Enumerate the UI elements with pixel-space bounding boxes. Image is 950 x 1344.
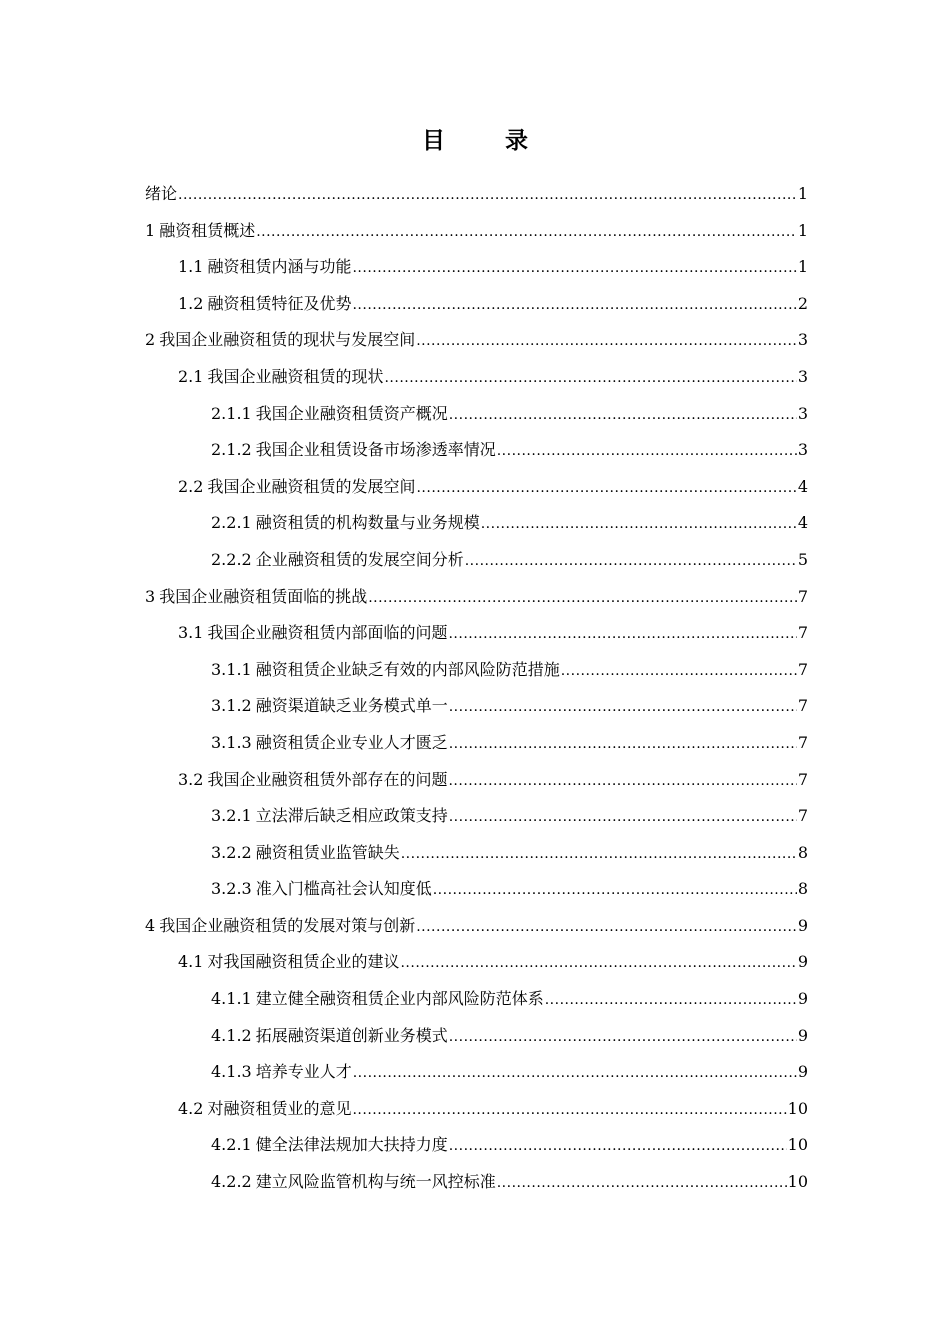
- toc-dot-leader: [416, 909, 797, 946]
- toc-page-number: 1: [797, 220, 808, 240]
- toc-page-number: 9: [797, 952, 808, 972]
- toc-page-number: 7: [797, 586, 808, 606]
- toc-dot-leader: [449, 689, 797, 726]
- toc-entry-title: 融资租赁概述: [159, 220, 256, 240]
- toc-entry[interactable]: [145, 908, 808, 945]
- toc-page-number: 1: [797, 257, 808, 277]
- toc-page-number: 4: [797, 476, 808, 496]
- toc-entry-number: 1.1: [178, 257, 204, 277]
- toc-dot-leader: [449, 799, 797, 836]
- toc-entry[interactable]: [145, 981, 808, 1018]
- toc-entry[interactable]: [145, 432, 808, 469]
- toc-entry[interactable]: [145, 688, 808, 725]
- toc-entry-title: 融资租赁企业专业人才匮乏: [255, 732, 448, 752]
- toc-entry-title: 融资租赁企业缺乏有效的内部风险防范措施: [255, 659, 560, 679]
- toc-dot-leader: [433, 872, 797, 909]
- toc-dot-leader: [449, 726, 797, 763]
- toc-entry-number: 1: [145, 220, 156, 240]
- toc-entry-number: 4.2.1: [211, 1135, 252, 1155]
- toc-page-number: 3: [797, 403, 808, 423]
- toc-title: 目 录: [421, 128, 554, 154]
- toc-entry[interactable]: [145, 1127, 808, 1164]
- toc-page-number: 2: [797, 293, 808, 313]
- toc-page-number: 10: [787, 1172, 808, 1192]
- toc-entry-title: 我国企业融资租赁面临的挑战: [159, 586, 368, 606]
- toc-entry-number: 2.2.1: [211, 513, 252, 533]
- toc-entry-number: 2.1.1: [211, 403, 252, 423]
- toc-entry[interactable]: [145, 396, 808, 433]
- toc-dot-leader: [481, 506, 797, 543]
- toc-entry-number: 3.2: [178, 769, 204, 789]
- toc-dot-leader: [497, 1165, 787, 1202]
- toc-entry-number: 4.2: [178, 1098, 204, 1118]
- toc-entry[interactable]: [145, 542, 808, 579]
- toc-entry[interactable]: [145, 249, 808, 286]
- toc-entry-number: 3.2.2: [211, 842, 252, 862]
- toc-entry-title: 健全法律法规加大扶持力度: [255, 1135, 448, 1155]
- toc-entry-title: 立法滞后缺乏相应政策支持: [255, 806, 448, 826]
- toc-entry[interactable]: [145, 1054, 808, 1091]
- toc-entry[interactable]: [145, 725, 808, 762]
- toc-entry[interactable]: [145, 469, 808, 506]
- toc-entry-number: 3.1.3: [211, 732, 252, 752]
- toc-entry-title: 对我国融资租赁企业的建议: [207, 952, 400, 972]
- toc-entry-number: 4.1: [178, 952, 204, 972]
- toc-entry-title: 拓展融资渠道创新业务模式: [255, 1025, 448, 1045]
- toc-entry-title: 建立风险监管机构与统一风控标准: [255, 1172, 496, 1192]
- toc-page-number: 3: [797, 330, 808, 350]
- toc-entry[interactable]: [145, 944, 808, 981]
- toc-dot-leader: [401, 836, 797, 873]
- toc-entry-title: 我国企业融资租赁内部面临的问题: [207, 623, 448, 643]
- toc-entry-number: 4.2.2: [211, 1172, 252, 1192]
- toc-entry[interactable]: [145, 322, 808, 359]
- toc-entry[interactable]: [145, 871, 808, 908]
- toc-page-number: 9: [797, 1062, 808, 1082]
- toc-dot-leader: [400, 945, 796, 982]
- toc-page-number: 3: [797, 440, 808, 460]
- toc-page-number: 8: [797, 879, 808, 899]
- toc-entry-number: 2.1: [178, 366, 204, 386]
- toc-entry[interactable]: [145, 505, 808, 542]
- toc-entry-title: 企业融资租赁的发展空间分析: [255, 549, 464, 569]
- toc-dot-leader: [368, 580, 797, 617]
- toc-entry[interactable]: [145, 762, 808, 799]
- toc-dot-leader: [561, 653, 797, 690]
- toc-dot-leader: [416, 323, 797, 360]
- toc-dot-leader: [352, 1092, 786, 1129]
- toc-entry[interactable]: [145, 652, 808, 689]
- toc-entry-title: 培养专业人才: [255, 1062, 352, 1082]
- toc-page-number: 3: [797, 366, 808, 386]
- toc-entry-number: 4.1.3: [211, 1062, 252, 1082]
- toc-page-number: 7: [797, 623, 808, 643]
- toc-page-number: 7: [797, 696, 808, 716]
- toc-entry-title: 我国企业融资租赁的现状与发展空间: [159, 330, 416, 350]
- toc-entry-number: 2.2.2: [211, 549, 252, 569]
- toc-entry-number: 4: [145, 915, 156, 935]
- toc-dot-leader: [178, 177, 797, 214]
- toc-entry-number: 1.2: [178, 293, 204, 313]
- toc-dot-leader: [465, 543, 797, 580]
- toc-entry[interactable]: [145, 213, 808, 250]
- toc-entry-title: 对融资租赁业的意见: [207, 1098, 352, 1118]
- toc-entry[interactable]: [145, 615, 808, 652]
- toc-page-number: 9: [797, 915, 808, 935]
- toc-entry[interactable]: [145, 1018, 808, 1055]
- toc-entry-title: 我国企业融资租赁的现状: [207, 366, 384, 386]
- toc-page-number: 7: [797, 732, 808, 752]
- toc-entry[interactable]: [145, 1164, 808, 1201]
- toc-entry-title: 我国企业融资租赁外部存在的问题: [207, 769, 448, 789]
- toc-page-number: 9: [797, 989, 808, 1009]
- toc-page-number: 7: [797, 659, 808, 679]
- toc-dot-leader: [352, 287, 796, 324]
- toc-page-number: 4: [797, 513, 808, 533]
- toc-entry-title: 我国企业融资租赁资产概况: [255, 403, 448, 423]
- toc-page-number: 10: [787, 1135, 808, 1155]
- toc-entry-number: 3.2.3: [211, 879, 252, 899]
- toc-entry-title: 融资租赁的机构数量与业务规模: [255, 513, 480, 533]
- toc-dot-leader: [545, 982, 797, 1019]
- toc-entry-number: 4.1.2: [211, 1025, 252, 1045]
- toc-entry-title: 融资租赁内涵与功能: [207, 257, 352, 277]
- toc-entry-number: 2.1.2: [211, 440, 252, 460]
- toc-entry[interactable]: [145, 359, 808, 396]
- toc-page-number: 7: [797, 806, 808, 826]
- toc-dot-leader: [416, 470, 796, 507]
- toc-entry-title: 绪论: [145, 184, 178, 203]
- toc-entry-title: 准入门槛高社会认知度低: [255, 879, 432, 899]
- toc-dot-leader: [448, 616, 796, 653]
- toc-entry-title: 我国企业融资租赁的发展对策与创新: [159, 915, 416, 935]
- toc-entry[interactable]: [145, 579, 808, 616]
- toc-page-number: 9: [797, 1025, 808, 1045]
- toc-entry[interactable]: [145, 798, 808, 835]
- toc-entry[interactable]: [145, 1091, 808, 1128]
- toc-entry-title: 我国企业融资租赁的发展空间: [207, 476, 416, 496]
- toc-entry-number: 3: [145, 586, 156, 606]
- toc-dot-leader: [497, 433, 797, 470]
- toc-entry-title: 融资租赁业监管缺失: [255, 842, 400, 862]
- toc-entry[interactable]: [145, 176, 808, 213]
- toc-entry-number: 3.1.1: [211, 659, 252, 679]
- toc-dot-leader: [384, 360, 796, 397]
- toc-entry-number: 3.1.2: [211, 696, 252, 716]
- toc-entry-title: 融资渠道缺乏业务模式单一: [255, 696, 448, 716]
- toc-entry-number: 2.2: [178, 476, 204, 496]
- toc-dot-leader: [449, 1128, 787, 1165]
- toc-entry[interactable]: [145, 835, 808, 872]
- toc-entry-number: 3.2.1: [211, 806, 252, 826]
- toc-page-number: 8: [797, 842, 808, 862]
- toc-dot-leader: [353, 1055, 797, 1092]
- toc-dot-leader: [449, 397, 797, 434]
- toc-page-number: 5: [797, 549, 808, 569]
- toc-dot-leader: [449, 1019, 797, 1056]
- toc-entry-title: 融资租赁特征及优势: [207, 293, 352, 313]
- table-of-contents: [145, 176, 808, 1201]
- toc-entry-number: 3.1: [178, 623, 204, 643]
- toc-page-number: 7: [797, 769, 808, 789]
- toc-dot-leader: [256, 214, 797, 251]
- toc-dot-leader: [448, 763, 796, 800]
- toc-page-number: 10: [787, 1098, 808, 1118]
- toc-entry-title: 我国企业租赁设备市场渗透率情况: [255, 440, 496, 460]
- toc-entry-title: 建立健全融资租赁企业内部风险防范体系: [255, 989, 544, 1009]
- toc-entry[interactable]: [145, 286, 808, 323]
- toc-entry-number: 2: [145, 330, 156, 350]
- toc-entry-number: 4.1.1: [211, 989, 252, 1009]
- toc-dot-leader: [352, 250, 796, 287]
- toc-page-number: 1: [797, 184, 808, 203]
